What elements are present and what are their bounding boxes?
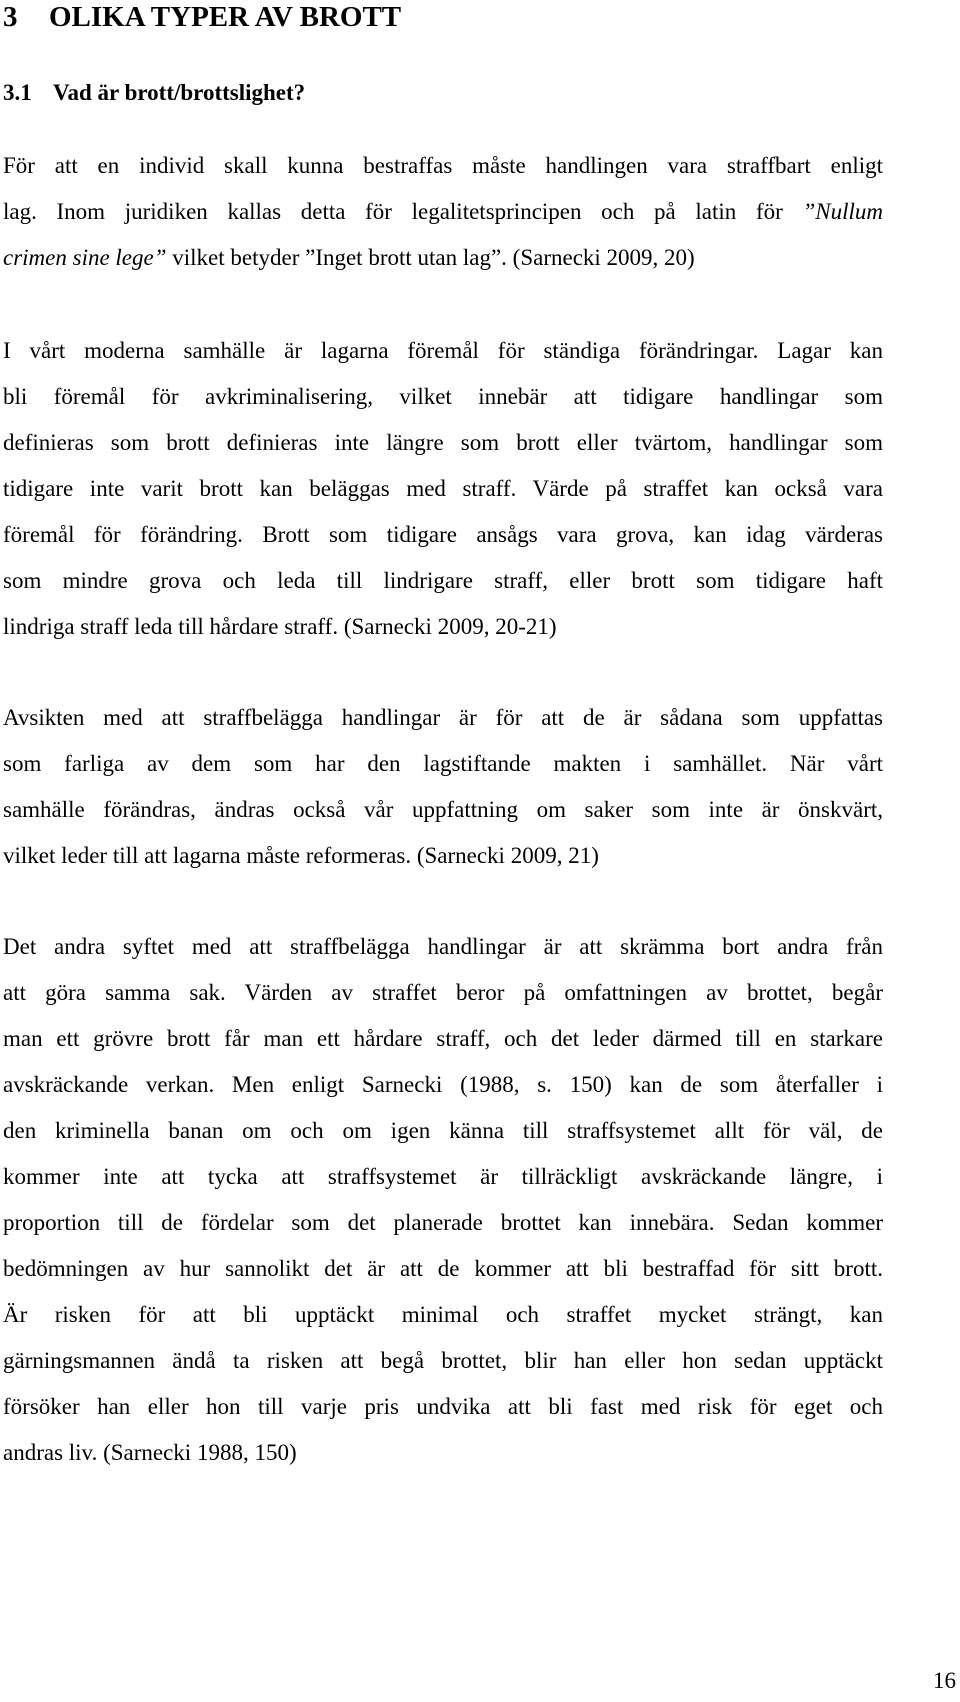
chapter-number: 3	[3, 1, 18, 33]
paragraph-line: Det andra syftet med att straffbelägga handlingar är att skrämma bort andra från	[3, 934, 883, 959]
paragraph-line: som farliga av dem som har den lagstiftande makten i samhället. När vårt	[3, 751, 883, 776]
paragraph-line: vilket leder till att lagarna måste reformeras. (Sarnecki 2009, 21)	[3, 843, 599, 868]
paragraph-line: föremål för förändring. Brott som tidigare ansågs vara grova, kan idag värderas	[3, 522, 883, 547]
paragraph-line: som mindre grova och leda till lindrigare straff, eller brott som tidigare haft	[3, 568, 883, 593]
paragraph-line: crimen sine lege” vilket betyder ”Inget brott utan lag”. (Sarnecki 2009, 20)	[3, 245, 695, 270]
paragraph-line: Är risken för att bli upptäckt minimal och straffet mycket strängt, kan	[3, 1302, 883, 1327]
paragraph-2	[3, 328, 883, 650]
paragraph-line: bedömningen av hur sannolikt det är att de kommer att bli bestraffad för sitt brott.	[3, 1256, 883, 1281]
paragraph-line: den kriminella banan om och om igen känna till straffsystemet allt för väl, de	[3, 1118, 883, 1143]
paragraph-line: kommer inte att tycka att straffsystemet är tillräckligt avskräckande längre, i	[3, 1164, 883, 1189]
section-number: 3.1	[3, 80, 32, 105]
paragraph-line: lindriga straff leda till hårdare straff. (Sarnecki 2009, 20-21)	[3, 614, 557, 639]
paragraph-line: definieras som brott definieras inte längre som brott eller tvärtom, handlingar som	[3, 430, 883, 455]
latin-term: crimen sine lege”	[3, 245, 167, 270]
section-heading	[3, 78, 305, 108]
chapter-heading	[3, 0, 401, 34]
paragraph-line: tidigare inte varit brott kan beläggas med straff. Värde på straffet kan också vara	[3, 476, 883, 501]
paragraph-line: samhälle förändras, ändras också vår uppfattning om saker som inte är önskvärt,	[3, 797, 883, 822]
latin-term: ”Nullum	[802, 199, 883, 224]
paragraph-1	[3, 143, 883, 281]
paragraph-line: man ett grövre brott får man ett hårdare straff, och det leder därmed till en starkare	[3, 1026, 883, 1051]
paragraph-line: lag. Inom juridiken kallas detta för legalitetsprincipen och på latin för ”Nullum	[3, 199, 883, 224]
paragraph-line: försöker han eller hon till varje pris undvika att bli fast med risk för eget och	[3, 1394, 883, 1419]
paragraph-line: bli föremål för avkriminalisering, vilket innebär att tidigare handlingar som	[3, 384, 883, 409]
chapter-title: OLIKA TYPER AV BROTT	[49, 1, 402, 33]
paragraph-line: gärningsmannen ändå ta risken att begå brottet, blir han eller hon sedan upptäckt	[3, 1348, 883, 1373]
section-title: Vad är brott/brottslighet?	[53, 80, 306, 105]
paragraph-3	[3, 695, 883, 879]
paragraph-line: I vårt moderna samhälle är lagarna föremål för ständiga förändringar. Lagar kan	[3, 338, 883, 363]
paragraph-line: Avsikten med att straffbelägga handlingar är för att de är sådana som uppfattas	[3, 705, 883, 730]
paragraph-line: avskräckande verkan. Men enligt Sarnecki (1988, s. 150) kan de som återfaller i	[3, 1072, 883, 1097]
paragraph-line: För att en individ skall kunna bestraffas måste handlingen vara straffbart enligt	[3, 153, 883, 178]
paragraph-line: att göra samma sak. Värden av straffet beror på omfattningen av brottet, begår	[3, 980, 883, 1005]
page-number: 16	[933, 1668, 956, 1693]
paragraph-line: andras liv. (Sarnecki 1988, 150)	[3, 1440, 297, 1465]
paragraph-4	[3, 924, 883, 1476]
paragraph-line: proportion till de fördelar som det planerade brottet kan innebära. Sedan kommer	[3, 1210, 883, 1235]
